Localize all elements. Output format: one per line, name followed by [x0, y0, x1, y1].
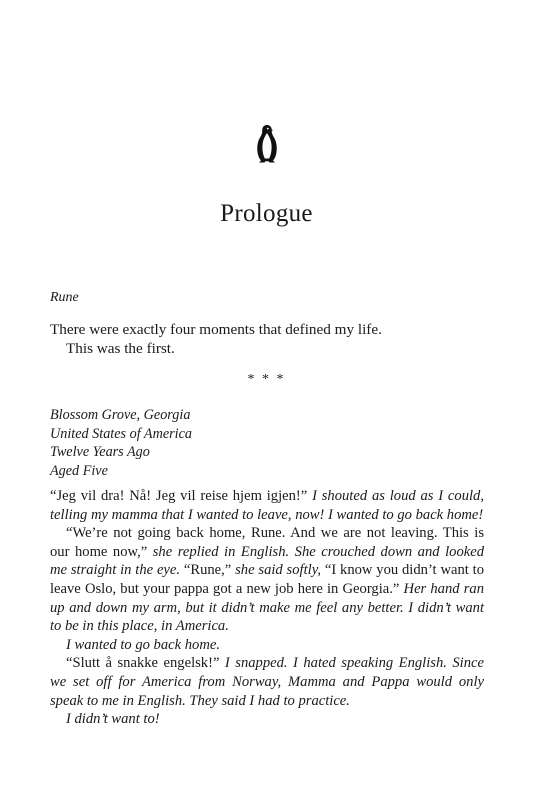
paragraph: I wanted to go back home. — [66, 636, 221, 653]
intro-line: This was the first. — [66, 340, 175, 357]
narration: she said softly, — [231, 562, 325, 579]
paragraph: I didn’t want to! — [66, 711, 160, 728]
intro-text — [50, 320, 484, 358]
narration: Her hand ran up and down my arm, but it didn’t make me feel any better. I didn’t want to be in this place, in America. — [50, 580, 484, 635]
dialogue: “Jeg vil dra! Nå! Jeg vil reise hjem igjen!” — [50, 488, 308, 504]
section-separator: * * * — [247, 372, 286, 387]
setting-line: Twelve Years Ago — [50, 444, 150, 460]
setting-line: Blossom Grove, Georgia — [50, 407, 191, 423]
dialogue: “Slutt å snakke engelsk!” — [66, 655, 220, 672]
setting-line: Aged Five — [50, 462, 108, 479]
dialogue: “I know you didn’t want to leave Oslo, but your pappa got a new job here in Georgia.” — [50, 562, 484, 597]
paragraph — [50, 524, 484, 636]
narration: I snapped. I hated speaking English. Since we set off for America from Norway, Mamma and Pappa would only speak to me in English. They said I had to practice. — [50, 655, 484, 709]
dialogue: “Rune,” — [183, 562, 232, 579]
penguin-logo-icon — [254, 124, 280, 164]
paragraph — [50, 654, 484, 710]
body-text — [50, 487, 484, 729]
chapter-title: Prologue — [220, 200, 313, 227]
narration: I shouted as loud as I could, telling my mamma that I wanted to leave, now! I wanted to go back home! — [50, 488, 484, 523]
narrator-name: Rune — [50, 290, 79, 305]
dialogue: “We’re not going back home, Rune. And we are not leaving. This is our home now,” — [50, 525, 484, 560]
intro-line: There were exactly four moments that defined my life. — [50, 321, 382, 338]
narration: she replied in English. She crouched down and looked me straight in the eye. — [50, 543, 484, 579]
paragraph — [50, 487, 484, 524]
setting-line: United States of America — [50, 425, 192, 442]
setting-block — [50, 406, 192, 480]
